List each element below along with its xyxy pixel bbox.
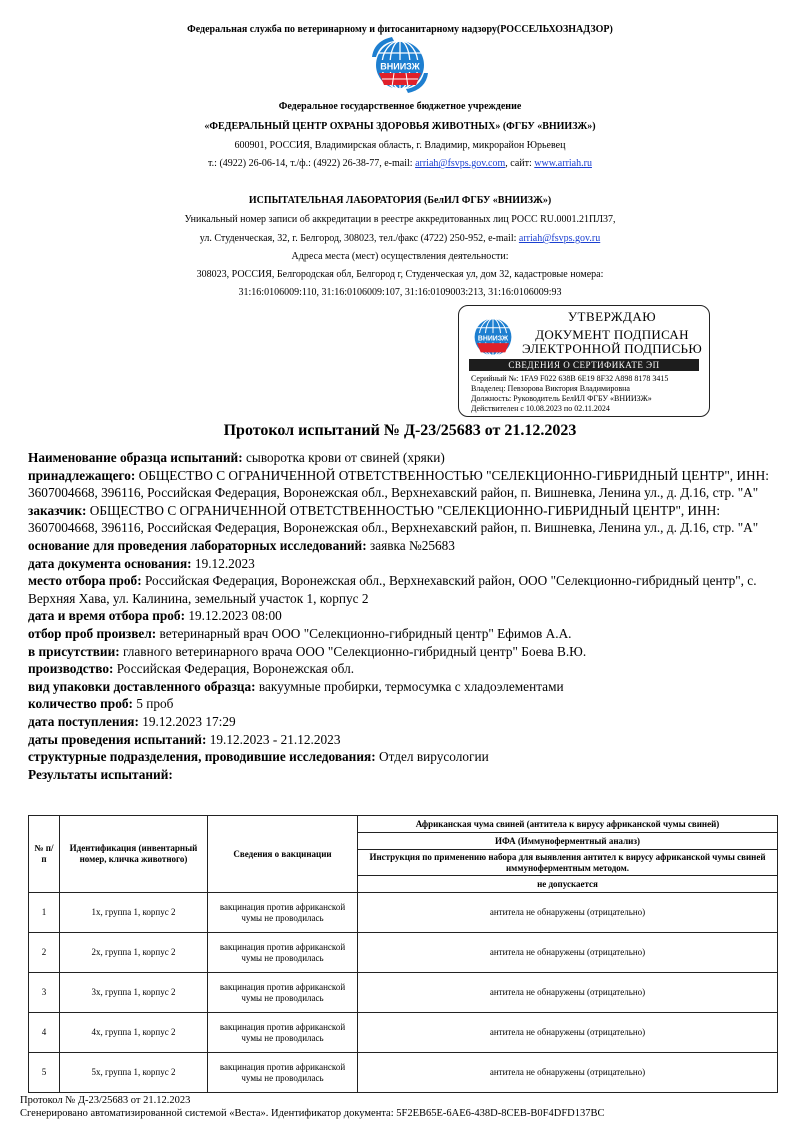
e-signature-stamp [458,305,710,417]
logo-text: ВНИИЗЖ [380,61,420,72]
col-header-norm: не допускается [358,876,778,893]
field-sampling-place: место отбора проб: Российская Федерация, Воронежская обл., Верхнехавский район, ООО "Селекционно-гибридный центр", с. Верхняя Хава, ул. Калинина, земельный участок 1, корпус 2 [28,573,757,606]
results-table [28,815,778,1093]
lab-email-link[interactable]: arriah@fsvps.gov.ru [518,233,601,244]
stamp-electronic: ЭЛЕКТРОННОЙ ПОДПИСЬЮ [522,341,702,356]
col-header-method: ИФА (Иммуноферментный анализ) [358,833,778,850]
field-sample-count: количество проб: 5 проб [28,696,174,712]
cert-validity: Действителен с 10.08.2023 по 02.11.2024 [471,404,610,413]
table-row: 4 4х, группа 1, корпус 2 вакцинация против африканской чумы не проводилась антитела не обнаружены (отрицательно) [29,1013,778,1053]
stamp-cert-info [471,374,668,414]
table-row: 2 2х, группа 1, корпус 2 вакцинация против африканской чумы не проводилась антитела не обнаружены (отрицательно) [29,933,778,973]
org-email-link[interactable]: arriah@fsvps.gov.com [415,158,506,169]
activity-label: Адреса места (мест) осуществления деятельности: [291,251,509,262]
table-row: 1 1х, группа 1, корпус 2 вакцинация против африканской чумы не проводилась антитела не обнаружены (отрицательно) [29,893,778,933]
field-sample-name: Наименование образца испытаний: сыворотка крови от свиней (хряки) [28,450,445,465]
vniizzh-logo-icon [370,35,430,95]
lab-address [0,233,800,245]
cadastral-numbers: 31:16:0106009:110, 31:16:0106009:107, 31:16:0109003:213, 31:16:0106009:93 [238,287,562,298]
table-row: 5 5х, группа 1, корпус 2 вакцинация против африканской чумы не проводилась антитела не обнаружены (отрицательно) [29,1053,778,1093]
svg-text:ВНИИЗЖ: ВНИИЗЖ [477,335,509,343]
org-contacts [0,158,800,170]
cert-position: Должность: Руководитель БелИЛ ФГБУ «ВНИИЗЖ» [471,394,652,403]
field-basis-date: дата документа основания: 19.12.2023 [28,555,255,571]
col-header-number: № п/п [29,816,60,893]
footer-generated-by: Сгенерировано автоматизированной системой «Веста». Идентификатор документа: 5F2EB65E-6AE6-438D-8CEB-B0F4DFD137BC [20,1108,605,1119]
protocol-title: Протокол испытаний № Д-23/25683 от 21.12.2023 [223,422,577,439]
lab-accreditation: Уникальный номер записи об аккредитации в реестре аккредитованных лиц РОСС RU.0001.21ПЛ37, [184,214,616,225]
table-row: 3 3х, группа 1, корпус 2 вакцинация против африканской чумы не проводилась антитела не обнаружены (отрицательно) [29,973,778,1013]
org-name: «ФЕДЕРАЛЬНЫЙ ЦЕНТР ОХРАНЫ ЗДОРОВЬЯ ЖИВОТНЫХ» (ФГБУ «ВНИИЗЖ») [204,121,596,132]
field-owner: принадлежащего: ОБЩЕСТВО С ОГРАНИЧЕННОЙ ОТВЕТСТВЕННОСТЬЮ "СЕЛЕКЦИОННО-ГИБРИДНЫЙ ЦЕНТР", ИНН: 3607004668, 396116, Российская Федерация, Воронежская обл., Верхнехавский район, п. Вишневка, Ленина ул., д. Д.16, стр. "А" [28,467,769,501]
field-production: производство: Российская Федерация, Воронежская обл. [28,661,355,677]
results-heading: Результаты испытаний: [28,766,173,782]
sample-details [28,449,778,783]
contacts-text: т.: (4922) 26-06-14, т./ф.: (4922) 26-38-77, e-mail: [208,158,416,169]
stamp-approve: УТВЕРЖДАЮ [567,309,657,324]
field-sampling-datetime: дата и время отбора проб: 19.12.2023 08:00 [28,608,282,624]
field-packaging: вид упаковки доставленного образца: вакуумные пробирки, термосумка с хладоэлементами [28,678,564,694]
cert-serial: Серийный №: 1FA9 F022 638B 6E19 8F32 A898 8178 3415 [471,374,669,383]
field-sampled-by: отбор проб произвел: ветеринарный врач ООО "Селекционно-гибридный центр" Ефимов А.А. [28,625,572,641]
field-customer: заказчик: ОБЩЕСТВО С ОГРАНИЧЕННОЙ ОТВЕТСТВЕННОСТЬЮ "СЕЛЕКЦИОННО-ГИБРИДНЫЙ ЦЕНТР", ИНН: 3607004668, 396116, Российская Федерация, Воронежская обл., Верхнехавский район, п. Вишневка, Ленина ул., д. Д.16, стр. "А" [28,502,759,536]
field-test-dates: даты проведения испытаний: 19.12.2023 - 21.12.2023 [28,731,341,747]
stamp-cert-bar: СВЕДЕНИЯ О СЕРТИФИКАТЕ ЭП [469,359,699,371]
lab-address-text: ул. Студенческая, 32, г. Белгород, 308023, тел./факс (4722) 250-952, e-mail: [199,233,519,244]
org-address: 600901, РОССИЯ, Владимирская область, г. Владимир, микрорайон Юрьевец [234,140,566,151]
field-departments: структурные подразделения, проводившие исследования: Отдел вирусологии [28,749,489,765]
field-in-presence: в присутствии: главного ветеринарного врача ООО "Селекционно-гибридный центр" Боева В.Ю. [28,643,587,659]
col-header-disease: Африканская чума свиней (антитела к вирусу африканской чумы свиней) [358,816,778,833]
stamp-signed: ДОКУМЕНТ ПОДПИСАН [535,327,689,342]
cert-owner: Владелец: Певзорова Виктория Владимировна [471,384,630,393]
col-header-instruction: Инструкция по применению набора для выявления антител к вирусу африканской чумы свиней иммуноферментным методом. [358,850,778,876]
col-header-identification: Идентификация (инвентарный номер, кличка животного) [60,816,208,893]
site-prefix: , сайт: [505,158,535,169]
stamp-logo-icon [469,314,517,360]
agency-name: Федеральная служба по ветеринарному и фитосанитарному надзору(РОССЕЛЬХОЗНАДЗОР) [187,24,613,35]
page-footer [20,1094,605,1120]
lab-name: ИСПЫТАТЕЛЬНАЯ ЛАБОРАТОРИЯ (БелИЛ ФГБУ «ВНИИЗЖ») [248,195,552,206]
org-site-link[interactable]: www.arriah.ru [534,158,592,169]
footer-protocol-ref: Протокол № Д-23/25683 от 21.12.2023 [20,1095,191,1106]
field-received-date: дата поступления: 19.12.2023 17:29 [28,713,236,729]
field-basis: основание для проведения лабораторных исследований: заявка №25683 [28,537,455,553]
activity-address: 308023, РОССИЯ, Белгородская обл, Белгород г, Студенческая ул, дом 32, кадастровые номера: [196,269,604,280]
col-header-vaccination: Сведения о вакцинации [208,816,358,893]
org-type: Федеральное государственное бюджетное учреждение [278,101,522,112]
